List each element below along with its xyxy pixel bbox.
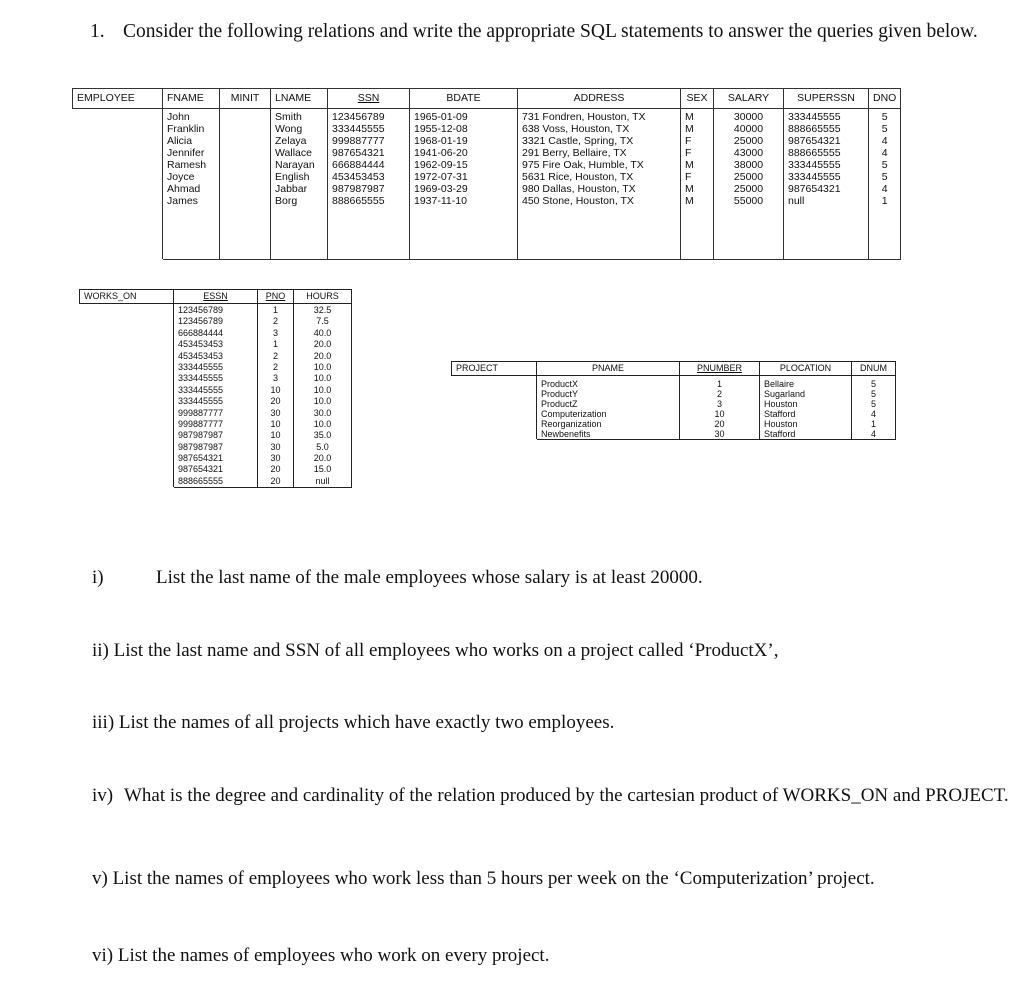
- employee-cell: James: [167, 195, 198, 207]
- works-on-cell: 20.0: [313, 350, 332, 361]
- project-cell: Newbenefits: [541, 429, 591, 439]
- employee-cell: 25000: [733, 183, 764, 195]
- project-cell: 4: [870, 429, 876, 439]
- works-on-cell: 10: [270, 430, 281, 441]
- employee-cell: English: [275, 171, 310, 183]
- works-on-cell: 32.5: [313, 305, 332, 315]
- works-on-cell: 10.0: [313, 361, 332, 372]
- employee-col-sex: [681, 109, 714, 260]
- query-3: [92, 711, 614, 734]
- employee-cell: 450 Stone, Houston, TX: [522, 195, 634, 207]
- employee-cell: John: [167, 111, 190, 123]
- works-on-cell: 987654321: [178, 453, 224, 464]
- works-on-cell: 3: [272, 327, 278, 338]
- query-1-text: List the last name of the male employees whose salary is at least 20000.: [156, 567, 703, 588]
- works-on-cell: 30.0: [313, 407, 332, 418]
- project-relation-name: PROJECT: [452, 362, 537, 376]
- employee-cell: 333445555: [788, 159, 841, 171]
- query-5: [92, 867, 875, 890]
- employee-header-bdate: BDATE: [410, 89, 518, 109]
- employee-header-minit: MINIT: [220, 89, 271, 109]
- works-on-cell: 2: [272, 361, 278, 372]
- project-table: [451, 361, 896, 440]
- employee-cell: [224, 147, 266, 159]
- works-on-cell: 333445555: [178, 384, 224, 395]
- employee-cell: 1941-06-20: [414, 147, 468, 159]
- employee-cell: 975 Fire Oak, Humble, TX: [522, 159, 644, 171]
- employee-cell: 1968-01-19: [414, 135, 468, 147]
- query-6: [92, 944, 549, 967]
- employee-cell: 25000: [733, 135, 764, 147]
- works-on-header-essn: ESSN: [174, 290, 258, 304]
- works-on-cell: 987987987: [178, 441, 224, 452]
- employee-col-lname: [271, 109, 328, 260]
- employee-cell: 5: [881, 123, 888, 135]
- employee-cell: 5631 Rice, Houston, TX: [522, 171, 634, 183]
- works-on-cell: 30: [270, 441, 281, 452]
- employee-cell: [224, 123, 266, 135]
- works-on-cell: 333445555: [178, 396, 224, 407]
- project-col-pname: [537, 376, 680, 440]
- employee-cell: 1969-03-29: [414, 183, 468, 195]
- employee-cell: 1962-09-15: [414, 159, 468, 171]
- employee-cell: 638 Voss, Houston, TX: [522, 123, 630, 135]
- works-on-cell: 123456789: [178, 316, 224, 327]
- query-6-number: vi): [92, 945, 114, 966]
- employee-cell: 1965-01-09: [414, 111, 468, 123]
- project-col-plocation: [760, 376, 852, 440]
- employee-col-dno: [869, 109, 901, 260]
- query-2-number: ii): [92, 640, 109, 661]
- works-on-cell: 987987987: [178, 430, 224, 441]
- works-on-cell: 5.0: [316, 441, 329, 452]
- employee-header-salary: SALARY: [714, 89, 784, 109]
- employee-cell: 987654321: [332, 147, 385, 159]
- query-2-text: List the last name and SSN of all employees who works on a project called ‘ProductX’,: [113, 640, 779, 661]
- employee-cell: 666884444: [332, 159, 385, 171]
- works-on-cell: 10.0: [313, 373, 332, 384]
- employee-cell: 40000: [733, 123, 764, 135]
- works-on-cell: 10.0: [313, 396, 332, 407]
- project-cell: Stafford: [764, 409, 796, 419]
- project-cell: Reorganization: [541, 419, 602, 429]
- employee-cell: 888665555: [788, 147, 841, 159]
- project-cell: 5: [870, 389, 876, 399]
- employee-cell: [224, 159, 266, 171]
- project-cell: 5: [870, 379, 876, 389]
- works-on-cell: 10: [270, 384, 281, 395]
- project-cell: 10: [714, 409, 725, 419]
- employee-cell: 291 Berry, Bellaire, TX: [522, 147, 627, 159]
- employee-header-superssn: SUPERSSN: [784, 89, 869, 109]
- works-on-cell: 888665555: [178, 475, 224, 486]
- works-on-cell: 20.0: [313, 339, 332, 350]
- works-on-cell: 2: [272, 350, 278, 361]
- employee-cell: [224, 111, 266, 123]
- project-cell: 30: [714, 429, 725, 439]
- query-4-number: iv): [92, 785, 114, 806]
- employee-cell: 5: [881, 159, 888, 171]
- employee-cell: M: [685, 159, 694, 171]
- project-cell: 20: [714, 419, 725, 429]
- works-on-cell: 40.0: [313, 327, 332, 338]
- employee-col-fname: [163, 109, 220, 260]
- employee-cell: 25000: [733, 171, 764, 183]
- project-cell: Computerization: [541, 409, 607, 419]
- employee-cell: Joyce: [167, 171, 195, 183]
- project-cell: Bellaire: [764, 379, 795, 389]
- employee-cell: 987987987: [332, 183, 385, 195]
- employee-cell: 55000: [733, 195, 764, 207]
- employee-cell: null: [788, 195, 805, 207]
- project-col-dnum: [852, 376, 896, 440]
- employee-cell: 453453453: [332, 171, 385, 183]
- employee-cell: F: [685, 147, 692, 159]
- works-on-cell: 10.0: [313, 418, 332, 429]
- project-cell: Houston: [764, 399, 798, 409]
- query-1-number: i): [92, 567, 104, 588]
- project-cell: ProductZ: [541, 399, 578, 409]
- works-on-cell: 30: [270, 407, 281, 418]
- employee-cell: 999887777: [332, 135, 385, 147]
- works-on-cell: 15.0: [313, 464, 332, 475]
- project-cell: 4: [870, 409, 876, 419]
- works-on-cell: 20: [270, 475, 281, 486]
- employee-cell: 30000: [733, 111, 764, 123]
- works-on-cell: 333445555: [178, 373, 224, 384]
- employee-cell: F: [685, 171, 692, 183]
- employee-header-address: ADDRESS: [518, 89, 681, 109]
- works-on-cell: 123456789: [178, 305, 224, 315]
- query-4-text: What is the degree and cardinality of the relation produced by the cartesian product of WORKS_ON and PROJECT.: [124, 785, 1009, 806]
- employee-cell: 3321 Castle, Spring, TX: [522, 135, 634, 147]
- works-on-header-hours: HOURS: [294, 290, 352, 304]
- works-on-cell: 10.0: [313, 384, 332, 395]
- employee-cell: 731 Fondren, Houston, TX: [522, 111, 646, 123]
- works-on-cell: 987654321: [178, 464, 224, 475]
- query-3-text: List the names of all projects which have exactly two employees.: [118, 712, 615, 733]
- employee-cell: 4: [881, 135, 888, 147]
- works-on-cell: 453453453: [178, 350, 224, 361]
- works-on-col-essn: [174, 304, 258, 488]
- works-on-cell: 1: [272, 305, 278, 315]
- employee-cell: Narayan: [275, 159, 315, 171]
- employee-cell: M: [685, 111, 694, 123]
- employee-cell: 333445555: [332, 123, 385, 135]
- works-on-cell: 453453453: [178, 339, 224, 350]
- works-on-cell: 20.0: [313, 453, 332, 464]
- employee-cell: 888665555: [788, 123, 841, 135]
- works-on-cell: 999887777: [178, 418, 224, 429]
- works-on-header-pno: PNO: [258, 290, 294, 304]
- employee-cell: 333445555: [788, 111, 841, 123]
- employee-cell: Zelaya: [275, 135, 307, 147]
- employee-col-address: [518, 109, 681, 260]
- query-2: [92, 639, 778, 662]
- employee-cell: 123456789: [332, 111, 385, 123]
- employee-cell: Franklin: [167, 123, 205, 135]
- employee-col-minit: [220, 109, 271, 260]
- project-cell: ProductY: [541, 389, 579, 399]
- employee-cell: Wallace: [275, 147, 312, 159]
- question-number: 1.: [90, 21, 105, 42]
- employee-header-ssn: SSN: [328, 89, 410, 109]
- works-on-cell: 10: [270, 418, 281, 429]
- employee-cell: 4: [881, 147, 888, 159]
- project-col-pnumber: [680, 376, 760, 440]
- works-on-cell: 1: [272, 339, 278, 350]
- query-4: [92, 784, 1012, 807]
- question-text: Consider the following relations and write the appropriate SQL statements to answer the queries given below.: [123, 21, 978, 42]
- employee-cell: 1937-11-10: [414, 195, 467, 207]
- employee-relation-name: EMPLOYEE: [73, 89, 163, 109]
- employee-cell: M: [685, 183, 694, 195]
- employee-cell: 888665555: [332, 195, 385, 207]
- employee-cell: M: [685, 195, 694, 207]
- works-on-cell: 2: [272, 316, 278, 327]
- project-cell: Houston: [764, 419, 798, 429]
- employee-cell: 4: [881, 183, 888, 195]
- works-on-table: [79, 289, 352, 488]
- employee-cell: 980 Dallas, Houston, TX: [522, 183, 636, 195]
- works-on-cell: null: [315, 475, 330, 486]
- employee-cell: F: [685, 135, 692, 147]
- employee-col-bdate: [410, 109, 518, 260]
- employee-cell: Wong: [275, 123, 303, 135]
- works-on-cell: 666884444: [178, 327, 224, 338]
- employee-header-sex: SEX: [681, 89, 714, 109]
- works-on-cell: 999887777: [178, 407, 224, 418]
- works-on-cell: 35.0: [313, 430, 332, 441]
- employee-cell: Jennifer: [167, 147, 205, 159]
- employee-header-dno: DNO: [869, 89, 901, 109]
- employee-cell: Ahmad: [167, 183, 201, 195]
- employee-cell: 38000: [733, 159, 764, 171]
- project-cell: Sugarland: [764, 389, 806, 399]
- employee-cell: [224, 195, 266, 207]
- employee-header-fname: FNAME: [163, 89, 220, 109]
- employee-cell: 1972-07-31: [414, 171, 468, 183]
- employee-cell: 333445555: [788, 171, 841, 183]
- query-5-text: List the names of employees who work less than 5 hours per week on the ‘Computerization’ project.: [112, 868, 875, 889]
- employee-cell: [224, 171, 266, 183]
- project-cell: 1: [870, 419, 876, 429]
- works-on-cell: 20: [270, 396, 281, 407]
- employee-cell: Jabbar: [275, 183, 308, 195]
- employee-cell: 987654321: [788, 135, 841, 147]
- query-6-text: List the names of employees who work on every project.: [117, 945, 550, 966]
- employee-cell: 987654321: [788, 183, 841, 195]
- employee-col-superssn: [784, 109, 869, 260]
- employee-cell: 43000: [733, 147, 764, 159]
- project-header-pnumber: PNUMBER: [680, 362, 760, 376]
- works-on-cell: 30: [270, 453, 281, 464]
- employee-col-ssn: [328, 109, 410, 260]
- project-cell: 1: [716, 379, 722, 389]
- employee-cell: 5: [881, 171, 888, 183]
- employee-cell: [224, 135, 266, 147]
- employee-cell: 1: [881, 195, 888, 207]
- works-on-relation-name: WORKS_ON: [80, 290, 174, 304]
- query-3-number: iii): [92, 712, 115, 733]
- project-header-plocation: PLOCATION: [760, 362, 852, 376]
- employee-cell: Borg: [275, 195, 298, 207]
- works-on-col-hours: [294, 304, 352, 488]
- project-cell: ProductX: [541, 379, 579, 389]
- project-cell: 2: [716, 389, 722, 399]
- employee-cell: [224, 183, 266, 195]
- project-cell: 5: [870, 399, 876, 409]
- works-on-cell: 3: [272, 373, 278, 384]
- project-cell: Stafford: [764, 429, 796, 439]
- employee-cell: 5: [881, 111, 888, 123]
- works-on-cell: 20: [270, 464, 281, 475]
- employee-cell: M: [685, 123, 694, 135]
- project-header-dnum: DNUM: [852, 362, 896, 376]
- employee-cell: Alicia: [167, 135, 193, 147]
- employee-cell: Ramesh: [167, 159, 207, 171]
- employee-cell: 1955-12-08: [414, 123, 468, 135]
- works-on-cell: 7.5: [316, 316, 329, 327]
- works-on-cell: 333445555: [178, 361, 224, 372]
- project-header-pname: PNAME: [537, 362, 680, 376]
- employee-col-salary: [714, 109, 784, 260]
- query-5-number: v): [92, 868, 108, 889]
- employee-header-lname: LNAME: [271, 89, 328, 109]
- project-cell: 3: [716, 399, 722, 409]
- employee-cell: Smith: [275, 111, 302, 123]
- employee-table: [72, 88, 901, 260]
- works-on-col-pno: [258, 304, 294, 488]
